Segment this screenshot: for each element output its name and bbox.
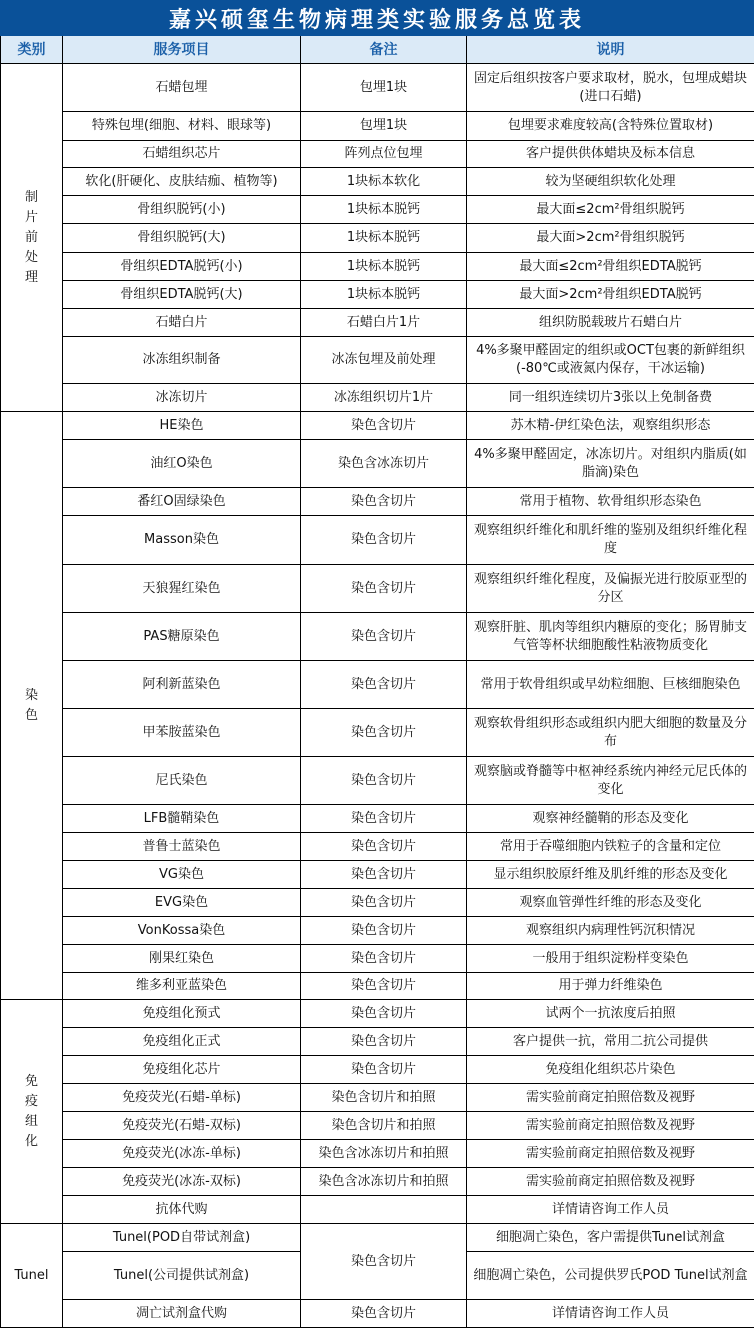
note-cell: 染色含切片 <box>301 1028 467 1056</box>
desc-cell: 最大面>2cm²骨组织脱钙 <box>467 224 754 253</box>
category-cell <box>1 64 63 412</box>
table-row <box>1 112 754 141</box>
table-row <box>1 1300 754 1328</box>
note-cell: 染色含切片 <box>301 945 467 973</box>
table-row <box>1 1224 754 1252</box>
item-cell: 免疫荧光(冰冻-双标) <box>63 1168 301 1196</box>
category-cell <box>1 412 63 1000</box>
item-cell: 特殊包埋(细胞、材料、眼球等) <box>63 112 301 141</box>
item-cell: VG染色 <box>63 861 301 889</box>
header-category: 类别 <box>1 36 63 64</box>
item-cell: 冰冻切片 <box>63 384 301 412</box>
desc-cell: 观察脑或脊髓等中枢神经系统内神经元尼氏体的变化 <box>467 757 754 805</box>
header-row <box>1 36 754 64</box>
note-cell: 染色含切片 <box>301 516 467 565</box>
desc-cell: 组织防脱载玻片石蜡白片 <box>467 309 754 337</box>
note-cell: 石蜡白片1片 <box>301 309 467 337</box>
table-row <box>1 516 754 565</box>
item-cell: 普鲁士蓝染色 <box>63 833 301 861</box>
table-row <box>1 224 754 253</box>
note-cell: 包埋1块 <box>301 64 467 112</box>
note-cell: 染色含切片 <box>301 889 467 917</box>
item-cell: 抗体代购 <box>63 1196 301 1224</box>
item-cell: 免疫荧光(石蜡-双标) <box>63 1112 301 1140</box>
desc-cell: 观察组织内病理性钙沉积情况 <box>467 917 754 945</box>
table-row <box>1 1028 754 1056</box>
item-cell: 石蜡白片 <box>63 309 301 337</box>
note-cell: 1块标本脱钙 <box>301 224 467 253</box>
item-cell: 免疫组化正式 <box>63 1028 301 1056</box>
table-row <box>1 973 754 1000</box>
desc-cell: 4%多聚甲醛固定，冰冻切片。对组织内脂质(如脂滴)染色 <box>467 440 754 488</box>
desc-cell: 常用于吞噬细胞内铁粒子的含量和定位 <box>467 833 754 861</box>
desc-cell: 免疫组化组织芯片染色 <box>467 1056 754 1084</box>
category-cell <box>1 1224 63 1328</box>
note-cell: 染色含切片 <box>301 613 467 661</box>
desc-cell: 常用于软骨组织或早幼粒细胞、巨核细胞染色 <box>467 661 754 709</box>
desc-cell: 需实验前商定拍照倍数及视野 <box>467 1084 754 1112</box>
item-cell: 番红O固绿染色 <box>63 488 301 516</box>
desc-cell: 显示组织胶原纤维及肌纤维的形态及变化 <box>467 861 754 889</box>
item-cell: 软化(肝硬化、皮肤结痂、植物等) <box>63 168 301 196</box>
desc-cell: 观察组织纤维化程度，及偏振光进行胶原亚型的分区 <box>467 565 754 613</box>
note-cell: 1块标本脱钙 <box>301 196 467 224</box>
desc-cell: 最大面≤2cm²骨组织脱钙 <box>467 196 754 224</box>
note-cell: 染色含冰冻切片和拍照 <box>301 1140 467 1168</box>
note-cell: 包埋1块 <box>301 112 467 141</box>
desc-cell: 细胞凋亡染色，公司提供罗氏POD Tunel试剂盒 <box>467 1252 754 1300</box>
category-label: 染色 <box>24 687 38 723</box>
desc-cell: 客户提供一抗，常用二抗公司提供 <box>467 1028 754 1056</box>
table-row <box>1 412 754 440</box>
desc-cell: 常用于植物、软骨组织形态染色 <box>467 488 754 516</box>
desc-cell: 试两个一抗浓度后拍照 <box>467 1000 754 1028</box>
desc-cell: 需实验前商定拍照倍数及视野 <box>467 1168 754 1196</box>
item-cell: 免疫组化芯片 <box>63 1056 301 1084</box>
desc-cell: 一般用于组织淀粉样变染色 <box>467 945 754 973</box>
item-cell: 甲苯胺蓝染色 <box>63 709 301 757</box>
note-cell: 1块标本脱钙 <box>301 253 467 281</box>
note-cell: 染色含切片 <box>301 1000 467 1028</box>
note-cell: 染色含冰冻切片 <box>301 440 467 488</box>
item-cell: 石蜡包埋 <box>63 64 301 112</box>
table-row <box>1 309 754 337</box>
table-row <box>1 833 754 861</box>
sheet-title: 嘉兴硕玺生物病理类实验服务总览表 <box>0 0 754 37</box>
item-cell: Tunel(POD自带试剂盒) <box>63 1224 301 1252</box>
category-label: 制片前处理 <box>24 189 38 285</box>
note-cell: 染色含切片 <box>301 861 467 889</box>
table-row <box>1 488 754 516</box>
table-row <box>1 917 754 945</box>
note-cell: 染色含切片 <box>301 1300 467 1328</box>
item-cell: 尼氏染色 <box>63 757 301 805</box>
item-cell: 骨组织EDTA脱钙(大) <box>63 281 301 309</box>
note-cell: 染色含切片 <box>301 805 467 833</box>
note-cell: 染色含切片和拍照 <box>301 1084 467 1112</box>
table-row <box>1 196 754 224</box>
desc-cell: 最大面>2cm²骨组织EDTA脱钙 <box>467 281 754 309</box>
note-cell: 阵列点位包埋 <box>301 141 467 168</box>
note-cell: 染色含切片 <box>301 1056 467 1084</box>
table-row <box>1 1084 754 1112</box>
desc-cell: 需实验前商定拍照倍数及视野 <box>467 1112 754 1140</box>
table-row <box>1 889 754 917</box>
desc-cell: 同一组织连续切片3张以上免制备费 <box>467 384 754 412</box>
note-cell: 冰冻包埋及前处理 <box>301 337 467 384</box>
table-row <box>1 757 754 805</box>
item-cell: 免疫荧光(石蜡-单标) <box>63 1084 301 1112</box>
table-row <box>1 861 754 889</box>
note-cell: 染色含切片 <box>301 917 467 945</box>
service-table <box>0 36 754 1328</box>
desc-cell: 细胞凋亡染色，客户需提供Tunel试剂盒 <box>467 1224 754 1252</box>
header-item: 服务项目 <box>63 36 301 64</box>
note-cell <box>301 1196 467 1224</box>
desc-cell: 观察血管弹性纤维的形态及变化 <box>467 889 754 917</box>
item-cell: LFB髓鞘染色 <box>63 805 301 833</box>
item-cell: PAS糖原染色 <box>63 613 301 661</box>
item-cell: 骨组织脱钙(小) <box>63 196 301 224</box>
desc-cell: 观察神经髓鞘的形态及变化 <box>467 805 754 833</box>
desc-cell: 用于弹力纤维染色 <box>467 973 754 1000</box>
note-cell: 染色含切片 <box>301 973 467 1000</box>
note-cell: 1块标本脱钙 <box>301 281 467 309</box>
table-row <box>1 64 754 112</box>
item-cell: VonKossa染色 <box>63 917 301 945</box>
note-cell: 染色含切片 <box>301 412 467 440</box>
table-row <box>1 1112 754 1140</box>
desc-cell: 需实验前商定拍照倍数及视野 <box>467 1140 754 1168</box>
note-cell: 染色含切片 <box>301 488 467 516</box>
table-row <box>1 709 754 757</box>
item-cell: 刚果红染色 <box>63 945 301 973</box>
table-row <box>1 613 754 661</box>
table-row <box>1 1196 754 1224</box>
note-cell: 染色含切片 <box>301 757 467 805</box>
table-row <box>1 1168 754 1196</box>
table-row <box>1 168 754 196</box>
desc-cell: 包埋要求难度较高(含特殊位置取材) <box>467 112 754 141</box>
note-cell: 染色含切片 <box>301 709 467 757</box>
item-cell: 阿利新蓝染色 <box>63 661 301 709</box>
note-cell: 染色含切片和拍照 <box>301 1112 467 1140</box>
item-cell: HE染色 <box>63 412 301 440</box>
item-cell: 骨组织EDTA脱钙(小) <box>63 253 301 281</box>
desc-cell: 观察软骨组织形态或组织内肥大细胞的数量及分布 <box>467 709 754 757</box>
table-row <box>1 253 754 281</box>
item-cell: 维多利亚蓝染色 <box>63 973 301 1000</box>
desc-cell: 详情请咨询工作人员 <box>467 1196 754 1224</box>
item-cell: 免疫组化预式 <box>63 1000 301 1028</box>
table-row <box>1 1000 754 1028</box>
table-row <box>1 141 754 168</box>
note-cell: 染色含切片 <box>301 1224 467 1300</box>
item-cell: 骨组织脱钙(大) <box>63 224 301 253</box>
table-row <box>1 945 754 973</box>
item-cell: Tunel(公司提供试剂盒) <box>63 1252 301 1300</box>
item-cell: 凋亡试剂盒代购 <box>63 1300 301 1328</box>
desc-cell: 详情请咨询工作人员 <box>467 1300 754 1328</box>
table-row <box>1 281 754 309</box>
item-cell: EVG染色 <box>63 889 301 917</box>
table-row <box>1 440 754 488</box>
table-row <box>1 1056 754 1084</box>
table-row <box>1 1140 754 1168</box>
item-cell: 免疫荧光(冰冻-单标) <box>63 1140 301 1168</box>
desc-cell: 4%多聚甲醛固定的组织或OCT包裹的新鲜组织(-80℃或液氮内保存，干冰运输) <box>467 337 754 384</box>
note-cell: 染色含冰冻切片和拍照 <box>301 1168 467 1196</box>
note-cell: 1块标本软化 <box>301 168 467 196</box>
desc-cell: 客户提供供体蜡块及标本信息 <box>467 141 754 168</box>
desc-cell: 观察肝脏、肌肉等组织内糖原的变化；肠胃肺支气管等杯状细胞酸性粘液物质变化 <box>467 613 754 661</box>
header-note: 备注 <box>301 36 467 64</box>
note-cell: 染色含切片 <box>301 661 467 709</box>
item-cell: 石蜡组织芯片 <box>63 141 301 168</box>
category-cell <box>1 1000 63 1224</box>
table-row <box>1 337 754 384</box>
table-row <box>1 805 754 833</box>
desc-cell: 最大面≤2cm²骨组织EDTA脱钙 <box>467 253 754 281</box>
item-cell: 油红O染色 <box>63 440 301 488</box>
table-row <box>1 384 754 412</box>
note-cell: 染色含切片 <box>301 833 467 861</box>
note-cell: 冰冻组织切片1片 <box>301 384 467 412</box>
desc-cell: 观察组织纤维化和肌纤维的鉴别及组织纤维化程度 <box>467 516 754 565</box>
desc-cell: 较为坚硬组织软化处理 <box>467 168 754 196</box>
category-label: 免疫组化 <box>24 1073 38 1149</box>
item-cell: 天狼猩红染色 <box>63 565 301 613</box>
desc-cell: 苏木精-伊红染色法，观察组织形态 <box>467 412 754 440</box>
item-cell: Masson染色 <box>63 516 301 565</box>
table-row <box>1 565 754 613</box>
item-cell: 冰冻组织制备 <box>63 337 301 384</box>
note-cell: 染色含切片 <box>301 565 467 613</box>
category-label: Tunel <box>14 1267 49 1283</box>
desc-cell: 固定后组织按客户要求取材，脱水，包埋成蜡块(进口石蜡) <box>467 64 754 112</box>
table-row <box>1 661 754 709</box>
header-desc: 说明 <box>467 36 754 64</box>
